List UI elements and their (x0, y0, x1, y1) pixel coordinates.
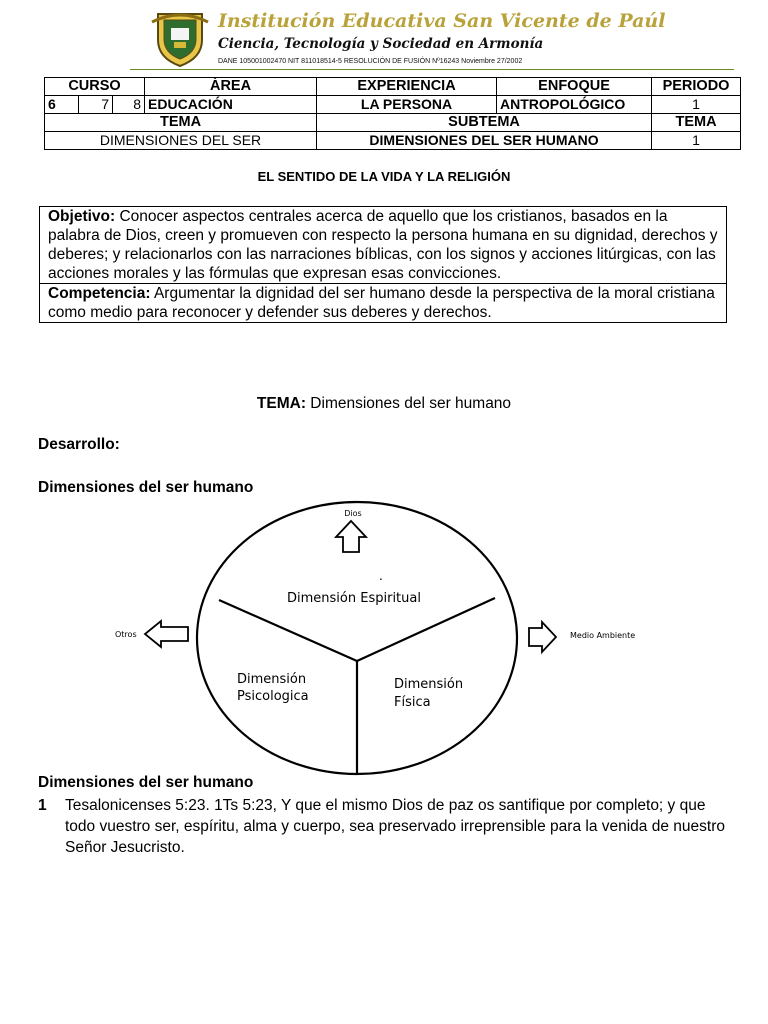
competence-section (40, 283, 726, 322)
diagram-dot: . (379, 569, 383, 583)
tema-number-value: 1 (652, 132, 741, 150)
label-otros: Otros (115, 630, 137, 639)
subtema-header: SUBTEMA (317, 114, 652, 132)
institution-registration-line: DANE 105001002470 NIT 811018514-5 RESOLUCIÓN DE FUSIÓN Nº16243 Noviembre 27/2002 (218, 58, 523, 65)
competence-label: Competencia: (48, 285, 151, 302)
objective-box (39, 206, 727, 323)
info-values-row (45, 96, 741, 114)
section-heading-2: Dimensiones del ser humano (38, 774, 254, 791)
objective-label: Objetivo: (48, 208, 116, 225)
dimensions-diagram (0, 500, 768, 778)
area-value: EDUCACIÓN (145, 96, 317, 114)
document-title: EL SENTIDO DE LA VIDA Y LA RELIGIÓN (257, 169, 511, 184)
left-arrow-icon (145, 621, 188, 647)
tema-header: TEMA (45, 114, 317, 132)
enfoque-header: ENFOQUE (497, 78, 652, 96)
objective-text: Conocer aspectos centrales acerca de aquello que los cristianos, basados en la palabra de Dios, creen y promueven con respecto la persona humana en su dignidad, derechos y deberes; y relacionarlos con las narraciones bíblicas, con los signos y acciones litúrgicas, con las acciones morales y las fórmulas que expresan esas convicciones. (48, 208, 718, 282)
topic-text: Dimensiones del ser humano (306, 395, 512, 412)
grade-cell: 8 (113, 96, 145, 114)
periodo-value: 1 (652, 96, 741, 114)
label-physical-line1: Dimensión (394, 677, 464, 692)
subtema-value: DIMENSIONES DEL SER HUMANO (317, 132, 652, 150)
grade-cell: 7 (79, 96, 113, 114)
divider-right (357, 598, 495, 661)
label-psychological-line2: Psicologica (237, 689, 309, 704)
tema-header-row (45, 114, 741, 132)
institution-name: Institución Educativa San Vicente de Paúl (218, 10, 666, 32)
up-arrow-icon (336, 521, 366, 552)
development-label: Desarrollo: (38, 436, 120, 453)
enfoque-value: ANTROPOLÓGICO (497, 96, 652, 114)
curso-header: CURSO (45, 78, 145, 96)
verse-number: 1 (38, 797, 47, 814)
bible-verse (38, 795, 738, 858)
competence-text: Argumentar la dignidad del ser humano desde la perspectiva de la moral cristiana como medio para reconocer y defender sus deberes y derechos. (48, 285, 715, 321)
experiencia-value: LA PERSONA (317, 96, 497, 114)
divider-left (219, 600, 357, 661)
tema-value: DIMENSIONES DEL SER (45, 132, 317, 150)
grade-cell: 6 (45, 96, 79, 114)
label-psychological-line1: Dimensión (237, 672, 307, 687)
periodo-header: PERIODO (652, 78, 741, 96)
verse-text: Tesalonicenses 5:23. 1Ts 5:23, Y que el mismo Dios de paz os santifique por completo; y que todo vuestro ser, espíritu, alma y cuerpo, sea preservado irreprensible para la venida de nuestro Señor Jesucristo. (65, 797, 725, 856)
info-header-row (45, 78, 741, 96)
section-heading: Dimensiones del ser humano (38, 479, 254, 496)
header-divider (130, 69, 734, 70)
course-info-table (44, 77, 741, 150)
experiencia-header: EXPERIENCIA (317, 78, 497, 96)
tema-values-row (45, 132, 741, 150)
label-physical-line2: Física (394, 695, 431, 710)
label-dios: Dios (344, 509, 362, 518)
right-arrow-icon (529, 622, 556, 652)
school-crest-logo (150, 8, 210, 68)
topic-label: TEMA: (256, 395, 306, 412)
tema-number-header: TEMA (652, 114, 741, 132)
label-spiritual-dimension: Dimensión Espiritual (287, 591, 421, 606)
label-medio-ambiente: Medio Ambiente (570, 631, 636, 640)
objective-section (40, 207, 726, 283)
institution-motto: Ciencia, Tecnología y Sociedad en Armonía (218, 36, 544, 52)
topic-line (0, 395, 768, 413)
area-header: ÁREA (145, 78, 317, 96)
